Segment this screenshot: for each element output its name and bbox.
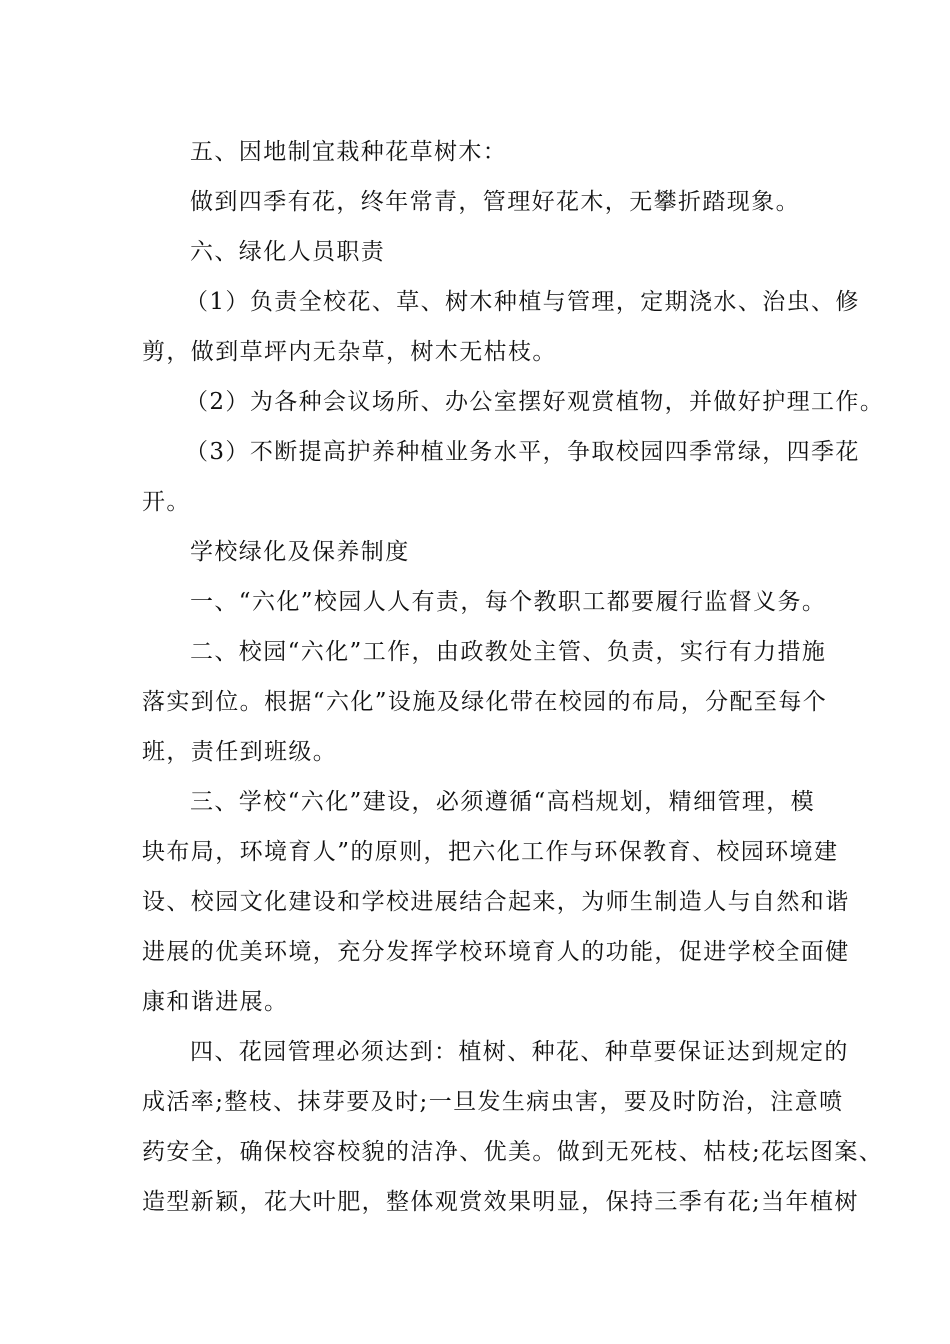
text-line: 块布局，环境育人”的原则，把六化工作与环保教育、校园环境建 [142, 839, 839, 865]
text-line: 剪，做到草坪内无杂草，树木无枯枝。 [142, 339, 557, 365]
section-heading: 学校绿化及保养制度 [190, 539, 410, 565]
text-line: 造型新颖，花大叶肥，整体观赏效果明显，保持三季有花;当年植树 [142, 1189, 859, 1215]
text-line: （3）不断提高护养种植业务水平，争取校园四季常绿，四季花 [185, 439, 860, 465]
text-line: 二、校园“六化”工作，由政教处主管、负责，实行有力措施 [190, 639, 827, 665]
text-line: 四、花园管理必须达到：植树、种花、种草要保证达到规定的 [190, 1039, 849, 1065]
text-line: 成活率;整枝、抹芽要及时;一旦发生病虫害，要及时防治，注意喷 [142, 1089, 844, 1115]
text-line: 落实到位。根据“六化”设施及绿化带在校园的布局，分配至每个 [142, 689, 828, 715]
text-line: 设、校园文化建设和学校进展结合起来，为师生制造人与自然和谐 [142, 889, 850, 915]
text-line: 一、“六化”校园人人有责，每个教职工都要履行监督义务。 [190, 589, 827, 615]
text-line: 六、绿化人员职责 [190, 239, 386, 265]
text-line: （2）为各种会议场所、办公室摆好观赏植物，并做好护理工作。 [185, 389, 885, 415]
text-line: （1）负责全校花、草、树木种植与管理，定期浇水、治虫、修 [185, 289, 860, 315]
text-line: 三、学校“六化”建设，必须遵循“高档规划，精细管理，模 [190, 789, 816, 815]
text-line: 五、因地制宜栽种花草树木： [190, 139, 508, 165]
text-line: 康和谐进展。 [142, 989, 289, 1015]
text-line: 开。 [142, 489, 191, 515]
text-line: 班，责任到班级。 [142, 739, 338, 765]
text-line: 药安全，确保校容校貌的洁净、优美。做到无死枝、枯枝;花坛图案、 [142, 1139, 884, 1165]
text-line: 做到四季有花，终年常青，管理好花木，无攀折踏现象。 [190, 189, 800, 215]
text-line: 进展的优美环境，充分发挥学校环境育人的功能，促进学校全面健 [142, 939, 850, 965]
